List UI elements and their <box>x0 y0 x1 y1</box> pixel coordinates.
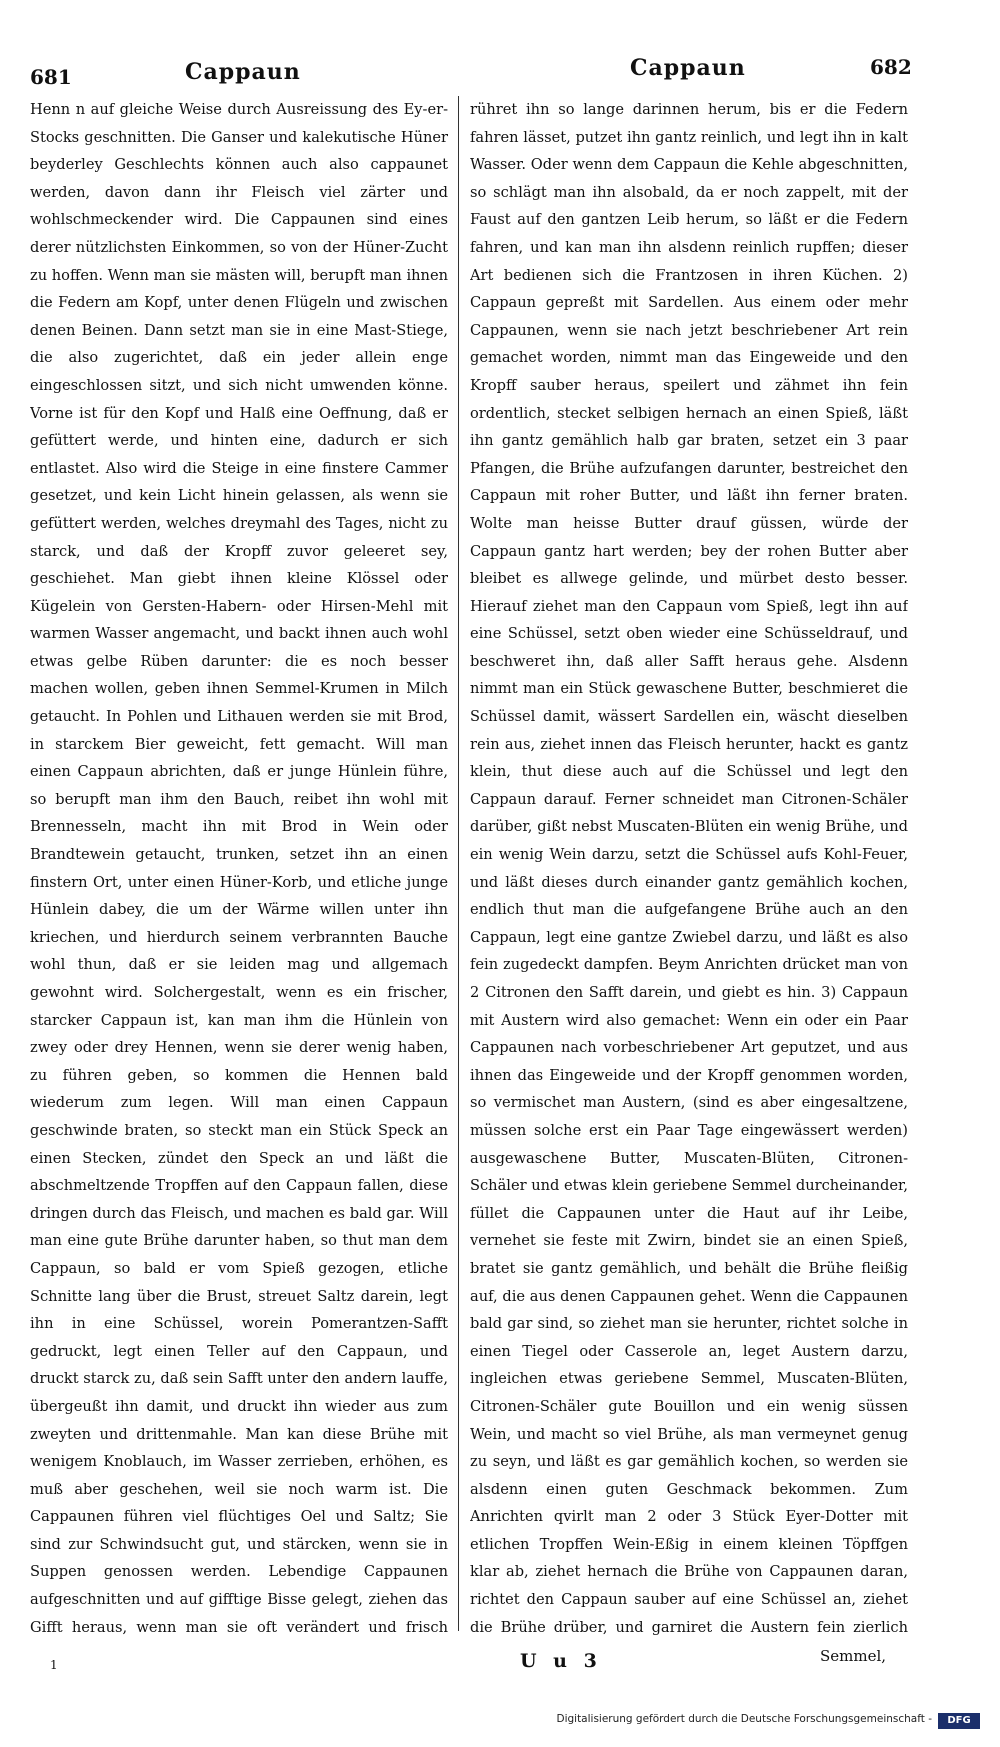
running-head-left: Cappaun <box>185 59 301 85</box>
dfg-logo: DFG <box>938 1713 980 1729</box>
text-column-right <box>470 96 908 1636</box>
text-column-left <box>30 96 448 1636</box>
signature-mark: U u 3 <box>520 1650 602 1672</box>
column-divider <box>458 96 459 1631</box>
page-number-right: 682 <box>870 55 912 79</box>
margin-mark: 1 <box>50 1658 58 1672</box>
column-left-text: Henn n auf gleiche Weise durch Ausreissung des Ey-er-Stocks geschnitten. Die Ganser und kalekutische Hüner beyderley Geschlechts können auch also cappaunet werden, davon dann ihr Fleisch viel zärter und wohlschmeckender wird. Die Cappaunen sind eines derer nützlichsten Einkommen, so von der Hüner-Zucht zu hoffen. Wenn man sie mästen will, berupft man ihnen die Federn am Kopf, unter denen Flügeln und zwischen denen Beinen. Dann setzt man sie in eine Mast-Stiege, die also zugerichtet, daß ein jeder allein enge eingeschlossen sitzt, und sich nicht umwenden könne. Vorne ist für den Kopf und Halß eine Oeffnung, daß er gefüttert werde, und hinten eine, dadurch er sich entlastet. Also wird die Steige in eine finstere Cammer gesetzet, und kein Licht hinein gelassen, als wenn sie gefüttert werden, welches dreymahl des Tages, nicht zu starck, und daß der Kropff zuvor geleeret sey, geschiehet. Man giebt ihnen kleine Klössel oder Kügelein von Gersten-Habern- oder Hirsen-Mehl mit warmen Wasser angemacht, und backt ihnen auch wohl etwas gelbe Rüben darunter: die es noch besser machen wollen, geben ihnen Semmel-Krumen in Milch getaucht. In Pohlen und Lithauen werden sie mit Brod, in starckem Bier geweicht, fett gemacht. Will man einen Cappaun abrichten, daß er junge Hünlein führe, so berupft man ihm den Bauch, reibet ihn wohl mit Brennesseln, macht ihn mit Brod in Wein oder Brandtewein getaucht, trunken, setzet ihn an einen finstern Ort, unter einen Hüner-Korb, und etliche junge Hünlein dabey, die um der Wärme willen unter ihn kriechen, und hierdurch seinem verbrannten Bauche wohl thun, daß er sie leiden mag und allgemach gewohnt wird. Solchergestalt, wenn es ein frischer, starcker Cappaun ist, kan man ihm die Hünlein von zwey oder drey Hennen, wenn sie derer wenig haben, zu führen geben, so kommen die Hennen bald wiederum zum legen. Will man einen Cappaun geschwinde braten, so steckt man ein Stück Speck an einen Stecken, zündet den Speck an und läßt die abschmeltzende Tropffen auf den Cappaun fallen, diese dringen durch das Fleisch, und machen es bald gar. Will man eine gute Brühe darunter haben, so thut man dem Cappaun, so bald er vom Spieß gezogen, etliche Schnitte lang über die Brust, streuet Saltz darein, legt ihn in eine Schüssel, worein Pomerantzen-Safft gedruckt, legt einen Teller auf den Cappaun, und druckt starck zu, daß sein Safft unter den andern lauffe, übergeußt ihn damit, und druckt ihn wieder aus zum zweyten und drittenmahle. Man kan diese Brühe mit wenigem Knoblauch, im Wasser zerrieben, erhöhen, es muß aber geschehen, weil sie noch warm ist. Die Cappaunen führen viel flüchtiges Oel und Saltz; Sie sind zur Schwindsucht gut, und stärcken, wenn sie in Suppen genossen werden. Lebendige Cappaunen aufgeschnitten und auf gifftige Bisse gelegt, ziehen das Gifft heraus, wenn man sie oft verändert und frisch <box>30 101 448 1636</box>
page-number-left: 681 <box>30 65 72 89</box>
digitization-credit: Digitalisierung gefördert durch die Deutsche Forschungsgemeinschaft - <box>556 1713 932 1725</box>
page-header <box>30 55 910 89</box>
column-right-text: rühret ihn so lange darinnen herum, bis er die Federn fahren lässet, putzet ihn gantz reinlich, und legt ihn in kalt Wasser. Oder wenn dem Cappaun die Kehle abgeschnitten, so schlägt man ihn alsobald, da er noch zappelt, mit der Faust auf den gantzen Leib herum, so läßt er die Federn fahren, und kan man ihn alsdenn reinlich rupffen; dieser Art bedienen sich die Frantzosen in ihren Küchen. 2) Cappaun gepreßt mit Sardellen. Aus einem oder mehr Cappaunen, wenn sie nach jetzt beschriebener Art rein gemachet worden, nimmt man das Eingeweide und den Kropff sauber heraus, speilert und zähmet ihn fein ordentlich, stecket selbigen hernach an einen Spieß, läßt ihn gantz gemählich halb gar braten, setzet ein 3 paar Pfangen, die Brühe aufzufangen darunter, bestreichet den Cappaun mit roher Butter, und läßt ihn ferner braten. Wolte man heisse Butter drauf güssen, würde der Cappaun gantz hart werden; bey der rohen Butter aber bleibet es allwege gelinde, und mürbet desto besser. Hierauf ziehet man den Cappaun vom Spieß, legt ihn auf eine Schüssel, setzt oben wieder eine Schüsseldrauf, und beschweret ihn, daß aller Safft heraus gehe. Alsdenn nimmt man ein Stück gewaschene Butter, beschmieret die Schüssel damit, wässert Sardellen ein, wäscht dieselben rein aus, ziehet innen das Fleisch herunter, hackt es gantz klein, thut diese auch auf die Schüssel und legt den Cappaun darauf. Ferner schneidet man Citronen-Schäler darüber, gißt nebst Muscaten-Blüten ein wenig Brühe, und ein wenig Wein darzu, setzt die Schüssel aufs Kohl-Feuer, und läßt dieses durch einander gantz gemählich kochen, endlich thut man die aufgefangene Brühe auch an den Cappaun, legt eine gantze Zwiebel darzu, und läßt es also fein zugedeckt dampfen. Beym Anrichten drücket man von 2 Citronen den Safft darein, und giebt es hin. 3) Cappaun mit Austern wird also gemachet: Wenn ein oder ein Paar Cappaunen nach vorbeschriebener Art geputzet, und aus ihnen das Eingeweide und der Kropff genommen worden, so vermischet man Austern, (sind es aber eingesaltzene, müssen solche erst ein Paar Tage eingewässert werden) ausgewaschene Butter, Muscaten-Blüten, Citronen-Schäler und etwas klein geriebene Semmel durcheinander, füllet die Cappaunen unter die Haut auf ihr Leibe, vernehet sie feste mit Zwirn, bindet sie an einen Spieß, bratet sie gantz gemählich, und behält die Brühe fleißig auf, die aus denen Cappaunen gehet. Wenn die Cappaunen bald gar sind, so ziehet man sie herunter, richtet solche in einen Tiegel oder Casserole an, leget Austern darzu, ingleichen etwas geriebene Semmel, Muscaten-Blüten, Citronen-Schäler gute Bouillon und ein wenig süssen Wein, und macht so viel Brühe, als man vermeynet genug zu seyn, und läßt es gar gemählich kochen, so werden sie alsdenn einen guten Geschmack bekommen. Zum Anrichten qvirlt man 2 oder 3 Stück Eyer-Dotter mit etlichen Tropffen Wein-Eßig in einem kleinen Töpffgen klar ab, ziehet hernach die Brühe von Cappaunen daran, richtet den Cappaun sauber auf eine Schüssel an, ziehet die Brühe drüber, und garniret die Austern fein zierlich <box>470 101 908 1636</box>
running-head-right: Cappaun <box>630 55 746 81</box>
catchword: Semmel, <box>820 1647 887 1665</box>
